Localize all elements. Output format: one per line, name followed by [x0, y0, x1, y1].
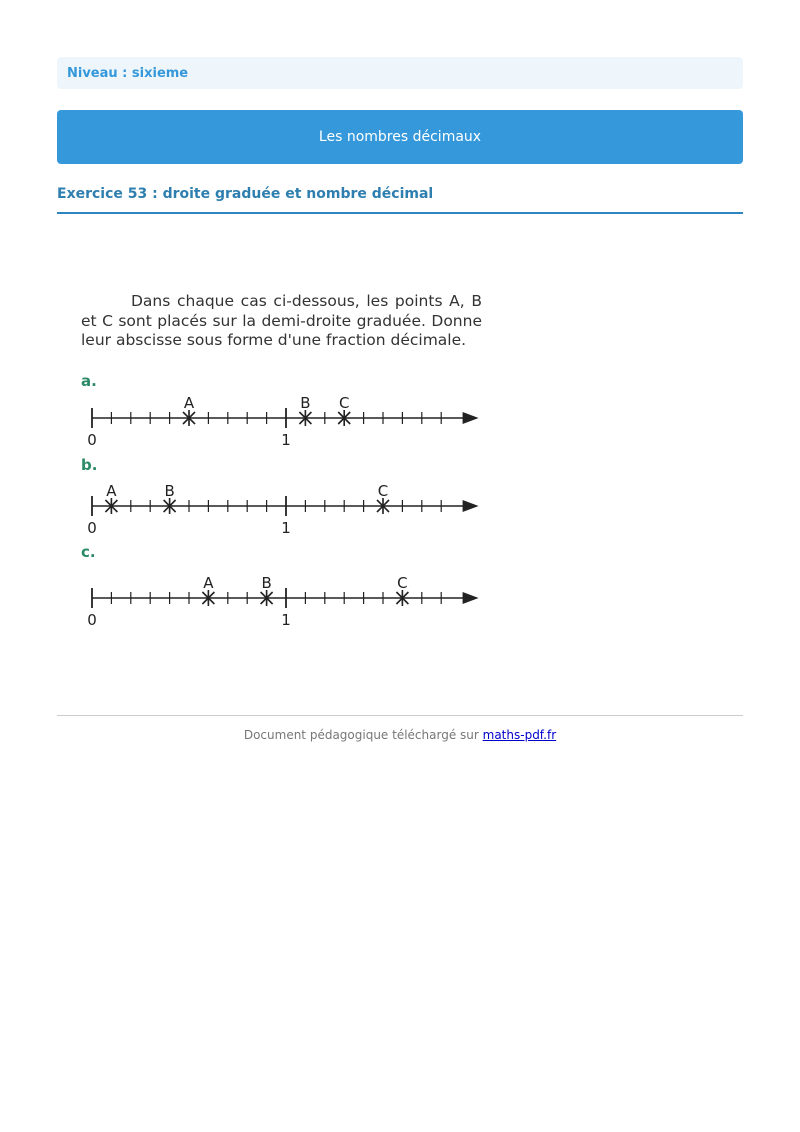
exercise-title: Exercice 53 : droite graduée et nombre décimal [57, 186, 434, 202]
axis-arrowhead [463, 500, 479, 512]
number-line-b [80, 476, 500, 556]
point-label-c: C [397, 574, 408, 592]
exercise-divider [57, 212, 743, 214]
chapter-title: Les nombres décimaux [318, 129, 482, 145]
point-b [164, 482, 176, 514]
axis-arrowhead [463, 592, 479, 604]
label-zero: 0 [87, 519, 97, 537]
point-label-a: A [106, 482, 117, 500]
point-c [396, 574, 408, 606]
point-label-c: C [377, 482, 389, 500]
label-one: 1 [281, 519, 291, 537]
point-a [202, 574, 214, 606]
point-label-a: A [203, 574, 214, 592]
point-label-b: B [164, 482, 175, 500]
exercise-instruction [81, 292, 482, 351]
label-one: 1 [281, 611, 291, 629]
point-label-b: B [261, 574, 272, 592]
footer-text: Document pédagogique téléchargé sur [243, 728, 483, 742]
axis-arrowhead [463, 412, 479, 424]
point-b [299, 394, 311, 426]
part-label-c: c. [81, 543, 96, 561]
point-a [105, 482, 117, 514]
number-line-a [80, 388, 500, 468]
instruction-text: Dans chaque cas ci-dessous, les points A, B et C sont placés sur la demi-droite graduée. Donne leur abscisse sous forme d'une fraction décimale. [81, 292, 482, 349]
footer-divider [57, 715, 743, 716]
point-a [183, 394, 195, 426]
number-line-c [80, 568, 500, 648]
point-c [377, 482, 389, 514]
part-label-b: b. [81, 456, 98, 474]
point-label-b: B [300, 394, 311, 412]
label-zero: 0 [87, 431, 97, 449]
chapter-title-bar [57, 110, 743, 164]
point-c [338, 394, 350, 426]
level-text: Niveau : sixieme [67, 65, 189, 81]
point-label-a: A [183, 394, 195, 412]
point-label-c: C [338, 394, 350, 412]
point-b [261, 574, 273, 606]
footer-link[interactable]: maths-pdf.fr [482, 728, 557, 742]
label-one: 1 [281, 431, 291, 449]
label-zero: 0 [87, 611, 97, 629]
footer [57, 728, 743, 742]
level-banner [57, 57, 743, 89]
part-label-a: a. [81, 372, 97, 390]
